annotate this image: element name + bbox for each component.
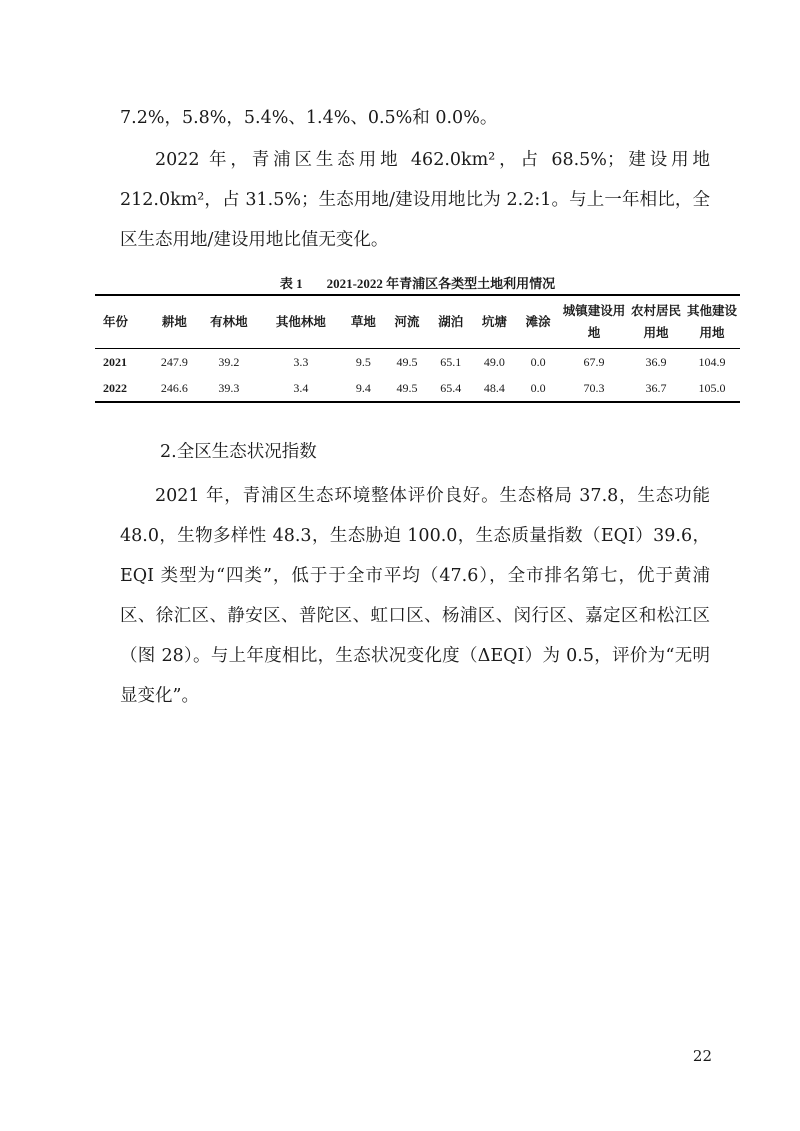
- table-header-cell: 耕地: [161, 315, 187, 329]
- table-cell: 67.9: [583, 355, 605, 369]
- table-cell: 48.4: [483, 381, 505, 395]
- table-cell: 2022: [103, 381, 127, 395]
- table-cell: 9.5: [355, 355, 371, 369]
- table-title: 2021-2022 年青浦区各类型土地利用情况: [326, 276, 556, 291]
- land-use-table: [95, 294, 740, 403]
- paragraph-continuation: 7.2%，5.8%，5.4%、1.4%、0.5%和 0.0%。: [120, 108, 498, 128]
- section-heading: 2.全区生态状况指数: [160, 442, 317, 462]
- table-header-row: [95, 295, 740, 349]
- table-cell: 3.4: [293, 381, 309, 395]
- table-cell: 0.0: [530, 381, 546, 395]
- table-header-cell: 滩涂: [525, 315, 551, 329]
- paragraph-land-use: 2022 年，青浦区生态用地 462.0km²，占 68.5%；建设用地 212.0km²，占 31.5%；生态用地/建设用地比为 2.2:1。与上一年相比，全区生态用地/建设用地比值无变化。: [120, 150, 710, 250]
- table-cell: 39.3: [218, 381, 240, 395]
- table-cell: 247.9: [160, 355, 188, 369]
- table-cell: 36.9: [645, 355, 667, 369]
- table-header-cell: 草地: [350, 315, 376, 329]
- table-cell: 105.0: [698, 381, 726, 395]
- table-header-cell: 其他林地: [275, 315, 326, 329]
- table-header-cell: 年份: [103, 315, 129, 329]
- table-cell: 2021: [103, 355, 127, 369]
- page-number: 22: [692, 1047, 712, 1065]
- table-header-cell: 农村居民用地: [630, 304, 681, 340]
- table-cell: 49.5: [396, 355, 418, 369]
- table-cell: 65.1: [440, 355, 462, 369]
- table-cell: 36.7: [645, 381, 667, 395]
- table-cell: 70.3: [583, 381, 605, 395]
- table-cell: 49.0: [483, 355, 505, 369]
- table-cell: 9.4: [355, 381, 371, 395]
- table-cell: 246.6: [160, 381, 188, 395]
- table-row: [95, 375, 740, 402]
- table-header-cell: 湖泊: [438, 315, 464, 329]
- table-cell: 65.4: [440, 381, 462, 395]
- table-header-cell: 其他建设用地: [686, 304, 737, 340]
- table-header-cell: 有林地: [210, 315, 248, 329]
- table-label: 表 1: [279, 276, 303, 291]
- table-cell: 49.5: [396, 381, 418, 395]
- table-header-cell: 城镇建设用地: [562, 304, 626, 340]
- table-cell: 39.2: [218, 355, 240, 369]
- paragraph-eqi: 2021 年，青浦区生态环境整体评价良好。生态格局 37.8，生态功能 48.0，生物多样性 48.3，生态胁迫 100.0，生态质量指数（EQI）39.6，EQI 类型为“四类”，低于于全市平均（47.6），全市排名第七，优于黄浦区、徐汇区、静安区、普陀区、虹口区、杨浦区、闵行区、嘉定区和松江区（图 28）。与上年度相比，生态状况变化度（ΔEQI）为 0.5，评价为“无明显变化”。: [120, 486, 710, 706]
- table-header-cell: 河流: [394, 315, 420, 329]
- table-cell: 104.9: [698, 355, 726, 369]
- table-header-cell: 坑塘: [481, 315, 507, 329]
- table-cell: 3.3: [293, 355, 309, 369]
- table-cell: 0.0: [530, 355, 546, 369]
- table-row: [95, 349, 740, 376]
- table-caption: [95, 273, 740, 292]
